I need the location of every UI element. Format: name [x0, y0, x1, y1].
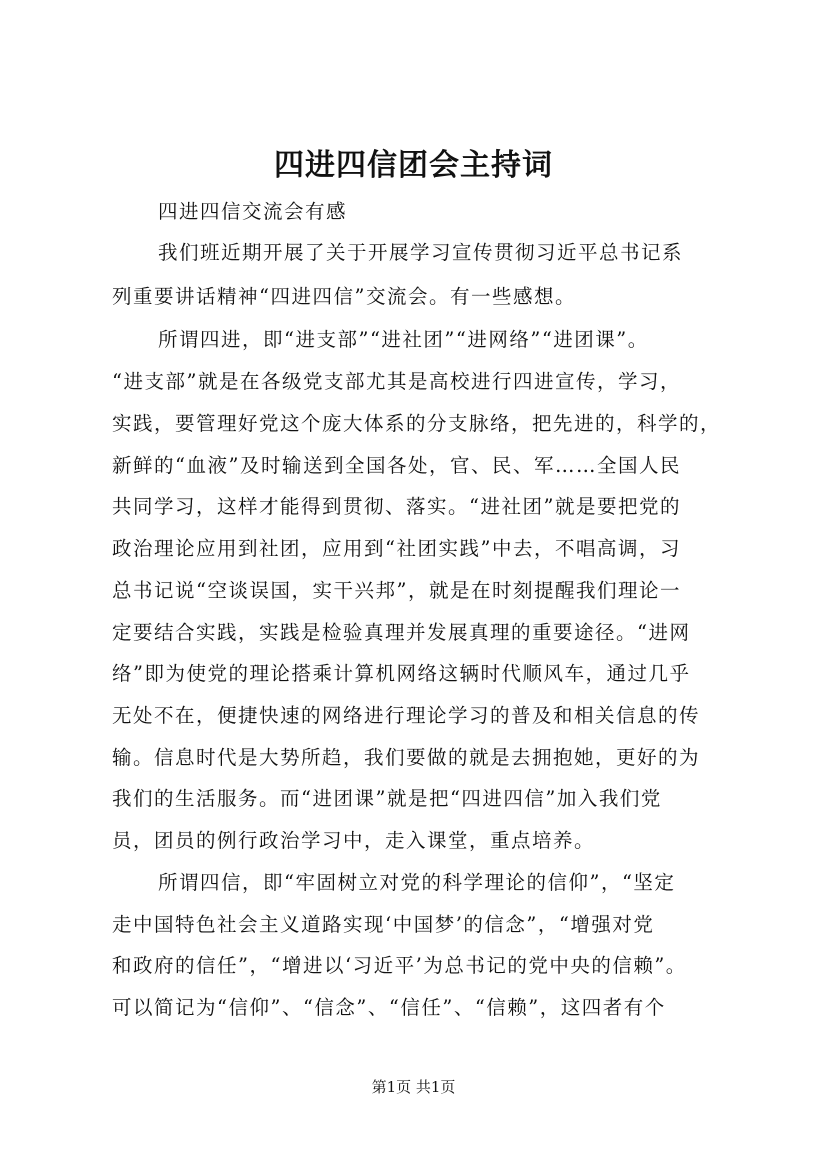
body-line: 总书记说“空谈误国，实干兴邦”，就是在时刻提醒我们理论一 [112, 579, 681, 602]
body-line: 走中国特色社会主义道路实现‘中国梦’的信念”，“增强对党 [112, 913, 655, 936]
body-line: 所谓四进，即“进支部”“进社团”“进网络”“进团课”。 [158, 328, 649, 351]
body-line: 员，团员的例行政治学习中，走入课堂，重点培养。 [112, 829, 596, 852]
subtitle-line: 四进四信交流会有感 [158, 200, 348, 223]
body-line: 定要结合实践，实践是检验真理并发展真理的重要途径。“进网 [112, 621, 691, 644]
body-line: 所谓四信，即“牢固树立对党的科学理论的信仰”，“坚定 [158, 871, 676, 894]
document-title: 四进四信团会主持词 [274, 148, 553, 183]
body-line: 输。信息时代是大势所趋，我们要做的就是去拥抱她，更好的为 [112, 746, 701, 769]
body-line: 共同学习，这样才能得到贯彻、落实。“进社团”就是要把党的 [112, 495, 681, 518]
body-line: 列重要讲话精神“四进四信”交流会。有一些感想。 [112, 285, 576, 308]
body-line: “进支部”就是在各级党支部尤其是高校进行四进宣传，学习， [112, 370, 681, 393]
body-line: 和政府的信任”，“增进以‘习近平’为总书记的党中央的信赖”。 [112, 954, 687, 977]
body-line: 我们班近期开展了关于开展学习宣传贯彻习近平总书记系 [158, 241, 684, 264]
page-footer: 第1页 共1页 [371, 1078, 456, 1096]
body-line: 络”即为使党的理论搭乘计算机网络这辆时代顺风车，通过几乎 [112, 662, 691, 685]
body-line: 新鲜的“血液”及时输送到全国各处，官、民、军……全国人民 [112, 454, 681, 477]
body-line: 政治理论应用到社团，应用到“社团实践”中去，不唱高调，习 [112, 537, 681, 560]
body-line: 无处不在，便捷快速的网络进行理论学习的普及和相关信息的传 [112, 704, 701, 727]
body-line: 实践，要管理好党这个庞大体系的分支脉络，把先进的，科学的， [112, 412, 722, 435]
body-line: 我们的生活服务。而“进团课”就是把“四进四信”加入我们党 [112, 787, 662, 810]
body-line: 可以简记为“信仰”、“信念”、“信任”、“信赖”，这四者有个 [112, 996, 666, 1019]
